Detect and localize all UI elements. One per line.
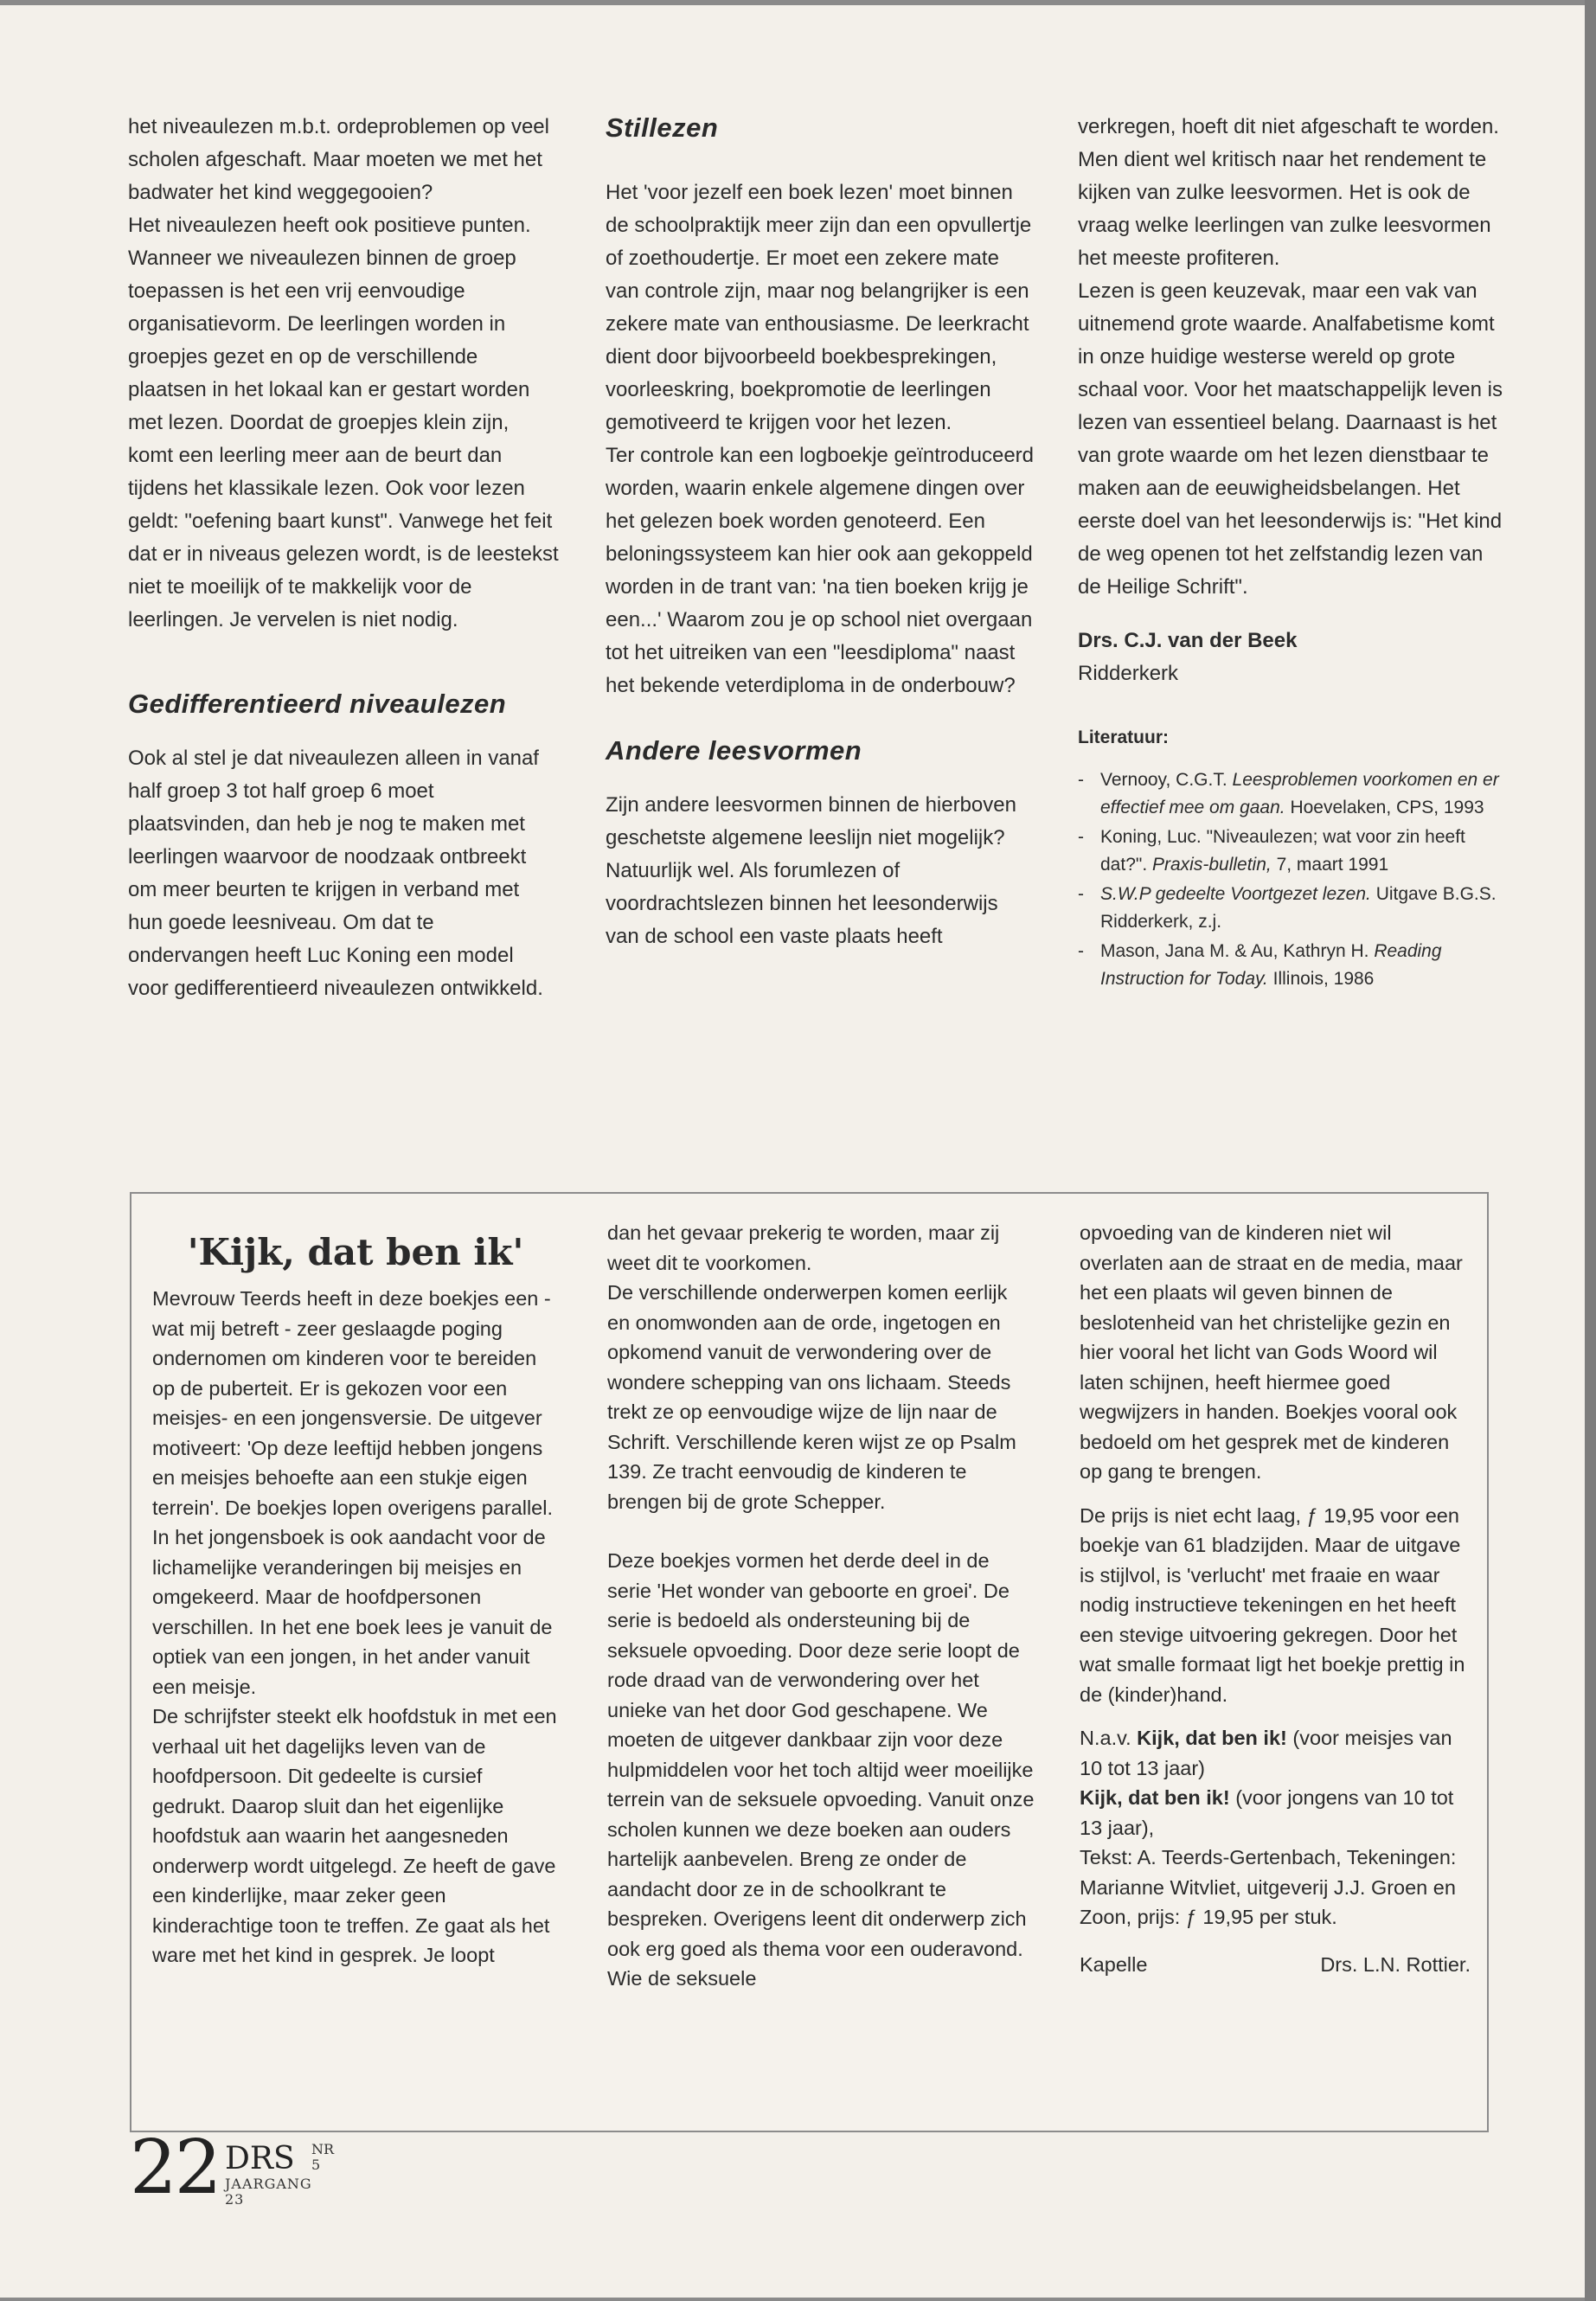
article-author: Drs. C.J. van der Beek — [1078, 629, 1298, 652]
review-column-1 — [152, 1227, 559, 1971]
literature-reference: - Mason, Jana M. & Au, Kathryn H. Reading Instruction for Today. Illinois, 1986 — [1078, 938, 1509, 993]
review-paragraph: dan het gevaar prekerig te worden, maar zij weet dit te voorkomen. — [607, 1221, 1000, 1274]
article-paragraph: Ter controle kan een logboekje geïntroduceerd worden, waarin enkele algemene dingen over het gelezen boek worden genoteerd. Een beloningssysteem kan hier ook aan gekoppeld worden in de trant van: 'na tien boeken krijg je een...' Waarom zou je op school niet overgaan tot het uitreiken van een "leesdiploma" naast het bekende veterdiploma in de onderbouw? — [606, 444, 1034, 697]
literature-reference: - Vernooy, C.G.T. Leesproblemen voorkomen en er effectief mee om gaan. Hoevelaken, CPS, 1993 — [1078, 766, 1509, 822]
article-column-1 — [128, 111, 559, 1005]
volume-label: JAARGANG 23 — [225, 2176, 312, 2208]
article-paragraph: het niveaulezen m.b.t. ordeproblemen op veel scholen afgeschaft. Maar moeten we met het badwater het kind weggegooien? — [128, 115, 549, 204]
magazine-page — [0, 5, 1585, 2298]
review-title: 'Kijk, dat ben ik' — [187, 1231, 524, 1273]
magazine-name: DRS — [225, 2141, 295, 2176]
article-paragraph: verkregen, hoeft dit niet afgeschaft te worden. Men dient wel kritisch naar het rendement te kijken van zulke leesvormen. Het is ook de vraag welke leerlingen van zulke leesvormen het meeste profiteren. — [1078, 115, 1499, 270]
page-number: 22 — [130, 2125, 220, 2211]
review-signoff — [1080, 1950, 1471, 1980]
review-column-3 — [1080, 1218, 1471, 1979]
review-paragraph: De verschillende onderwerpen komen eerlijk en onomwonden aan de orde, ingetogen en opkomend vanuit de verwondering over de wondere schepping van ons lichaam. Steeds trekt ze op eenvoudige wijze de lijn naar de Schrift. Verschillende keren wijst ze op Psalm 139. Ze tracht eenvoudig de kinderen te brengen bij de grote Schepper. — [607, 1281, 1016, 1513]
article-paragraph: Zijn andere leesvormen binnen de hierboven geschetste algemene leeslijn niet mogelijk? — [606, 793, 1016, 849]
literature-reference: - S.W.P gedeelte Voortgezet lezen. Uitgave B.G.S. Ridderkerk, z.j. — [1078, 881, 1509, 936]
review-column-2 — [607, 1218, 1035, 1994]
issue-number: NR 5 — [311, 2141, 335, 2173]
page-edge — [1585, 0, 1596, 2301]
section-heading: Stillezen — [606, 112, 719, 143]
article-paragraph: Natuurlijk wel. Als forumlezen of voordrachtslezen binnen het leesonderwijs van de school een vaste plaats heeft — [606, 859, 998, 948]
review-paragraph: De schrijfster steekt elk hoofdstuk in met een verhaal uit het dagelijks leven van de hoofdpersoon. Dit gedeelte is cursief gedrukt. Daarop sluit dan het eigenlijke hoofdstuk aan waarin het aangesneden onderwerp wordt uitgelegd. Ze heeft de gave een kinderlijke, maar zeker geen kinderachtige toon te treffen. Ze gaat als het ware met het kind in gesprek. Je loopt — [152, 1705, 557, 1966]
reviewer-name: Drs. L.N. Rottier. — [1320, 1952, 1471, 1976]
article-paragraph: Het niveaulezen heeft ook positieve punten. Wanneer we niveaulezen binnen de groep toepassen is het een vrij eenvoudige organisatievorm. De leerlingen worden in groepjes gezet en op de verschillende plaatsen in het lokaal kan er gestart worden met lezen. Doordat de groepjes klein zijn, komt een leerling meer aan de beurt dan tijdens het klassikale lezen. Ook voor lezen geldt: "oefening baart kunst". Vanwege het feit dat er in niveaus gelezen wordt, is de leestekst niet te moeilijk of te makkelijk voor de leerlingen. Je vervelen is niet nodig. — [128, 214, 559, 631]
article-paragraph: Lezen is geen keuzevak, maar een vak van uitnemend grote waarde. Analfabetisme komt in onze huidige westerse wereld op grote schaal voor. Voor het maatschappelijk leven is lezen van essentieel belang. Daarnaast is het van grote waarde om het lezen dienstbaar te maken aan de eeuwigheidsbelangen. Het eerste doel van het leesonderwijs is: "Het kind de weg openen tot het zelfstandig lezen van de Heilige Schrift". — [1078, 279, 1503, 599]
review-paragraph: opvoeding van de kinderen niet wil overlaten aan de straat en de media, maar het een plaats wil geven binnen de beslotenheid van het christelijke gezin en hier vooral het licht van Gods Woord wil laten schijnen, heeft hiermee goed wegwijzers in handen. Boekjes vooral ook bedoeld om het gesprek met de kinderen op gang te brengen. — [1080, 1221, 1463, 1483]
article-paragraph: Ook al stel je dat niveaulezen alleen in vanaf half groep 3 tot half groep 6 moet plaatsvinden, dan heb je nog te maken met leerlingen waarvoor de noodzaak ontbreekt om meer beurten te krijgen in verband met hun goede leesniveau. Om dat te ondervangen heeft Luc Koning een model voor gedifferentieerd niveaulezen ontwikkeld. — [128, 747, 543, 1000]
review-paragraph: Deze boekjes vormen het derde deel in de serie 'Het wonder van geboorte en groei'. De serie is bedoeld als ondersteuning bij de seksuele opvoeding. Door deze serie loopt de rode draad van de verwondering over het unieke van het door God geschapene. We moeten de uitgever dankbaar zijn voor deze hulpmiddelen voor het toch altijd weer moeilijke terrein van de seksuele opvoeding. Vanuit onze scholen kunnen we deze boeken aan ouders hartelijk aanbevelen. Breng ze onder de aandacht door ze in de schoolkrant te bespreken. Overigens leent dit onderwerp zich ook erg goed als thema voor een ouderavond. Wie de seksuele — [607, 1549, 1035, 1990]
book-info: Kijk, dat ben ik! (voor jongens van 10 tot 13 jaar), — [1080, 1786, 1454, 1839]
article-author-place: Ridderkerk — [1078, 662, 1179, 685]
review-paragraph: Mevrouw Teerds heeft in deze boekjes een - wat mij betreft - zeer geslaagde poging ondernomen om kinderen voor te bereiden op de puberteit. Er is gekozen voor een meisjes- en een jongensversie. De uitgever motiveert: 'Op deze leeftijd hebben jongens en meisjes behoefte aan een stukje eigen terrein'. De boekjes lopen overigens parallel. In het jongensboek is ook aandacht voor de lichamelijke veranderingen bij meisjes en omgekeerd. Maar de hoofdpersonen verschillen. In het ene boek lees je vanuit de optiek van een jongen, in het ander vanuit een meisje. — [152, 1287, 554, 1698]
book-review-box — [130, 1192, 1489, 2132]
literature-reference: - Koning, Luc. "Niveaulezen; wat voor zin heeft dat?". Praxis-bulletin, 7, maart 1991 — [1078, 824, 1509, 879]
book-credits: Tekst: A. Teerds-Gertenbach, Tekeningen: Marianne Witvliet, uitgeverij J.J. Groen en Zoon, prijs: ƒ 19,95 per stuk. — [1080, 1846, 1457, 1928]
section-heading: Andere leesvormen — [606, 735, 862, 766]
article-column-3 — [1078, 111, 1509, 995]
section-heading: Gedifferentieerd niveaulezen — [128, 689, 507, 719]
literature-list — [1078, 766, 1509, 993]
article-column-2 — [606, 111, 1034, 953]
article-paragraph: Het 'voor jezelf een boek lezen' moet binnen de schoolpraktijk meer zijn dan een opvullertje of zoethoudertje. Er moet een zekere mate van controle zijn, maar nog belangrijker is een zekere mate van enthousiasme. De leerkracht dient door bijvoorbeeld boekbesprekingen, voorleeskring, boekpromotie de leerlingen gemotiveerd te krijgen voor het lezen. — [606, 181, 1032, 434]
book-info: N.a.v. Kijk, dat ben ik! (voor meisjes van 10 tot 13 jaar) — [1080, 1727, 1452, 1779]
review-place: Kapelle — [1080, 1952, 1148, 1976]
literature-heading: Literatuur: — [1078, 727, 1169, 747]
review-paragraph: De prijs is niet echt laag, ƒ 19,95 voor een boekje van 61 bladzijden. Maar de uitgave is stijlvol, is 'verlucht' met fraaie en waar nodig instructieve tekeningen en het heeft een stevige uitvoering gekregen. Door het wat smalle formaat ligt het boekje prettig in de (kinder)hand. — [1080, 1503, 1465, 1706]
